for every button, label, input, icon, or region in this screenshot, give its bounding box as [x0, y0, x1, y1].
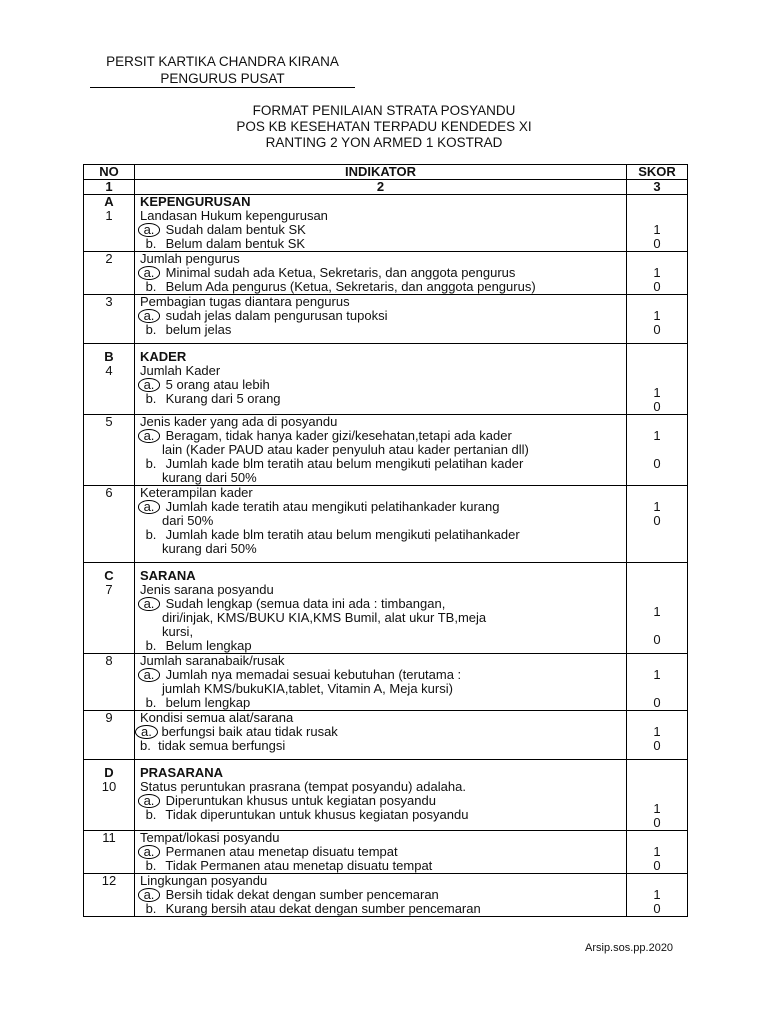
table-row	[84, 195, 688, 252]
item-number: 1	[105, 208, 113, 223]
indicator-text: Kondisi semua alat/sarana	[140, 710, 294, 725]
item-number: 9	[105, 710, 113, 725]
table-number-row	[84, 180, 688, 195]
option-a: a. 5 orang atau lebih	[140, 378, 626, 392]
circled-option-label: a.	[138, 845, 161, 859]
score-a: 1	[653, 844, 661, 859]
option-b-continued: kurang dari 50%	[162, 470, 257, 485]
score-b: 0	[653, 236, 661, 251]
circled-option-label: a.	[138, 668, 161, 682]
section-letter: B	[104, 349, 114, 364]
table-row	[84, 831, 688, 874]
item-number: 6	[105, 485, 113, 500]
option-b: b. Belum Ada pengurus (Ketua, Sekretaris, dan anggota pengurus)	[145, 279, 536, 294]
organization-sub: PENGURUS PUSAT	[90, 70, 355, 88]
circled-option-label: a.	[135, 725, 158, 739]
score-b: 0	[653, 858, 661, 873]
circled-option-label: a.	[138, 266, 161, 280]
score-a: 1	[653, 499, 661, 514]
score-a: 1	[653, 667, 661, 682]
circled-option-label: a.	[138, 223, 161, 237]
score-b: 0	[653, 901, 661, 916]
score-a: 1	[653, 724, 661, 739]
section-letter: A	[104, 194, 114, 209]
option-a: a. Sudah dalam bentuk SK	[140, 223, 626, 237]
section-name: SARANA	[140, 568, 196, 583]
option-a-continued: lain (Kader PAUD atau kader penyuluh atau kader pertanian dll)	[162, 442, 529, 457]
option-b: b. tidak semua berfungsi	[140, 738, 286, 753]
option-b: b. Kurang bersih atau dekat dengan sumber pencemaran	[145, 901, 481, 916]
option-b: b. Jumlah kade blm teratih atau belum mengikuti pelatihankader	[145, 527, 520, 542]
indicator-text: Jenis sarana posyandu	[140, 582, 274, 597]
score-a: 1	[653, 385, 661, 400]
item-number: 5	[105, 414, 113, 429]
item-number: 10	[101, 779, 117, 794]
score-a: 1	[653, 428, 661, 443]
item-number: 11	[102, 830, 116, 845]
section-letter: C	[104, 568, 114, 583]
option-b: b. belum jelas	[145, 322, 232, 337]
indicator-text: Jumlah pengurus	[140, 251, 240, 266]
section-name: KADER	[140, 349, 187, 364]
item-number: 3	[105, 294, 113, 309]
table-row	[84, 563, 688, 654]
table-row	[84, 295, 688, 344]
indicator-text: Jenis kader yang ada di posyandu	[140, 414, 338, 429]
option-a: a. Permanen atau menetap disuatu tempat	[140, 845, 626, 859]
table-row	[84, 252, 688, 295]
score-b: 0	[653, 513, 661, 528]
circled-option-label: a.	[138, 309, 161, 323]
indicator-text: Jumlah Kader	[140, 363, 221, 378]
section-letter: D	[104, 765, 114, 780]
circled-option-label: a.	[138, 378, 161, 392]
option-a-continued: jumlah KMS/bukuKIA,tablet, Vitamin A, Meja kursi)	[162, 681, 453, 696]
section-name: PRASARANA	[140, 765, 224, 780]
option-a: a. Jumlah kade teratih atau mengikuti pelatihankader kurang	[140, 500, 626, 514]
option-b: b. Jumlah kade blm teratih atau belum mengikuti pelatihan kader	[145, 456, 524, 471]
option-b: b. belum lengkap	[145, 695, 251, 710]
score-b: 0	[653, 695, 661, 710]
option-a: a. Diperuntukan khusus untuk kegiatan posyandu	[140, 794, 626, 808]
option-b: b. Tidak Permanen atau menetap disuatu tempat	[145, 858, 433, 873]
circled-option-label: a.	[138, 794, 161, 808]
table-row	[84, 344, 688, 415]
title-line-2: POS KB KESEHATAN TERPADU KENDEDES XI	[236, 119, 532, 134]
option-b: b. Belum dalam bentuk SK	[145, 236, 306, 251]
score-b: 0	[653, 738, 661, 753]
table-row	[84, 760, 688, 831]
table-row	[84, 415, 688, 486]
circled-option-label: a.	[138, 429, 161, 443]
table-header-row	[84, 165, 688, 180]
document-header	[90, 53, 355, 88]
score-a: 1	[653, 222, 661, 237]
option-a-continued: kursi,	[162, 624, 194, 639]
circled-option-label: a.	[138, 597, 161, 611]
col-number-skor: 3	[627, 180, 688, 195]
option-a: a. Jumlah nya memadai sesuai kebutuhan (terutama :	[140, 668, 626, 682]
score-b: 0	[653, 322, 661, 337]
header-no: NO	[84, 165, 135, 180]
indicator-text: Status peruntukan prasrana (tempat posyandu) adalaha.	[140, 779, 466, 794]
col-number-indikator: 2	[135, 180, 627, 195]
item-number: 4	[105, 363, 113, 378]
score-b: 0	[653, 399, 661, 414]
option-b: b. Tidak diperuntukan untuk khusus kegiatan posyandu	[145, 807, 469, 822]
score-b: 0	[653, 456, 661, 471]
table-row	[84, 874, 688, 917]
score-a: 1	[653, 265, 661, 280]
indicator-text: Keterampilan kader	[140, 485, 253, 500]
item-number: 7	[105, 582, 113, 597]
assessment-table	[83, 164, 688, 917]
score-b: 0	[653, 815, 661, 830]
title-line-1: FORMAT PENILAIAN STRATA POSYANDU	[252, 103, 516, 118]
option-a: a. Beragam, tidak hanya kader gizi/kesehatan,tetapi ada kader	[140, 429, 626, 443]
option-b-continued: kurang dari 50%	[162, 541, 257, 556]
option-a: a. sudah jelas dalam pengurusan tupoksi	[140, 309, 626, 323]
option-a-continued: diri/injak, KMS/BUKU KIA,KMS Bumil, alat ukur TB,meja	[162, 610, 487, 625]
table-row	[84, 486, 688, 563]
circled-option-label: a.	[138, 888, 161, 902]
indicator-text: Pembagian tugas diantara pengurus	[140, 294, 350, 309]
option-a-continued: dari 50%	[162, 513, 214, 528]
table-row	[84, 654, 688, 711]
option-b: b. Belum lengkap	[145, 638, 252, 653]
score-b: 0	[653, 279, 661, 294]
header-skor: SKOR	[627, 165, 688, 180]
item-number: 12	[101, 873, 117, 888]
indicator-text: Jumlah saranabaik/rusak	[140, 653, 285, 668]
score-a: 1	[653, 887, 661, 902]
indicator-text: Tempat/lokasi posyandu	[140, 830, 280, 845]
organization-name: PERSIT KARTIKA CHANDRA KIRANA	[106, 54, 339, 69]
score-a: 1	[653, 308, 661, 323]
option-a: a. Bersih tidak dekat dengan sumber pencemaran	[140, 888, 626, 902]
option-a: a. berfungsi baik atau tidak rusak	[140, 725, 626, 739]
option-a: a. Sudah lengkap (semua data ini ada : timbangan,	[140, 597, 626, 611]
indicator-text: Lingkungan posyandu	[140, 873, 268, 888]
archive-code: Arsip.sos.pp.2020	[585, 942, 674, 954]
item-number: 8	[105, 653, 113, 668]
option-a: a. Minimal sudah ada Ketua, Sekretaris, dan anggota pengurus	[140, 266, 626, 280]
section-name: KEPENGURUSAN	[140, 194, 251, 209]
score-a: 1	[653, 801, 661, 816]
score-a: 1	[653, 604, 661, 619]
option-b: b. Kurang dari 5 orang	[145, 391, 281, 406]
table-row	[84, 711, 688, 760]
score-b: 0	[653, 632, 661, 647]
header-indikator: INDIKATOR	[135, 165, 627, 180]
col-number-no: 1	[84, 180, 135, 195]
document-title	[0, 103, 768, 151]
circled-option-label: a.	[138, 500, 161, 514]
item-number: 2	[105, 251, 113, 266]
title-line-3: RANTING 2 YON ARMED 1 KOSTRAD	[265, 135, 503, 150]
indicator-text: Landasan Hukum kepengurusan	[140, 208, 328, 223]
